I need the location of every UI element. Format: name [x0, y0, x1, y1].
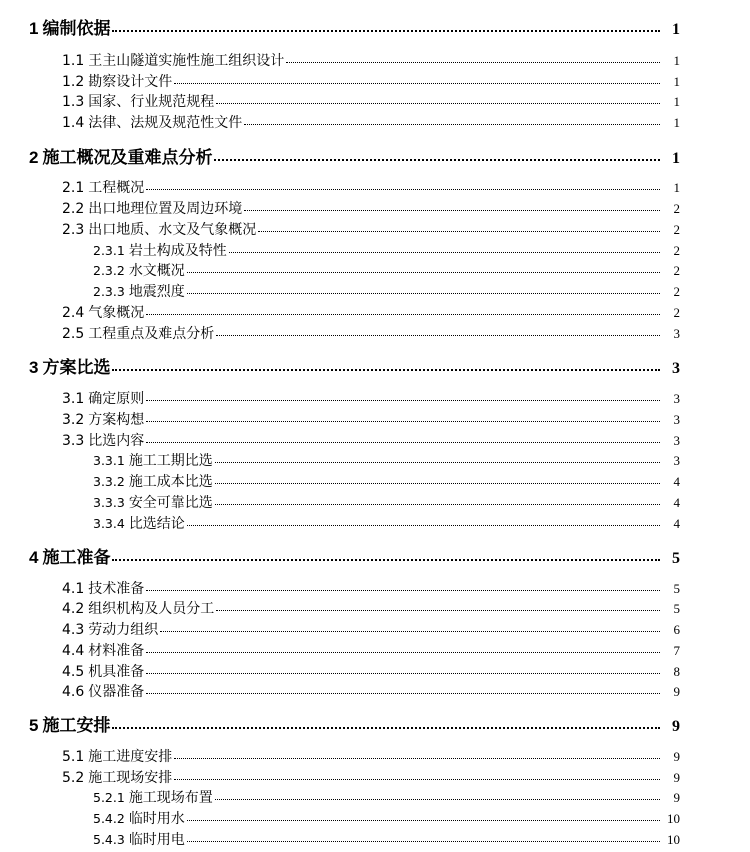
toc-entry-number: 3.3.3 — [93, 495, 125, 510]
toc-entry-number: 3 — [29, 358, 39, 377]
toc-entry-title: 施工工期比选 — [128, 453, 213, 469]
toc-entry-page-number: 3 — [673, 453, 680, 468]
toc-entry-number: 3.3 — [62, 433, 85, 449]
toc-dot-leader — [146, 421, 660, 422]
toc-entry-title: 施工现场布置 — [128, 790, 213, 806]
toc-entry-level2[interactable] — [62, 112, 680, 132]
toc-dot-leader — [244, 210, 660, 211]
toc-entry-level2[interactable] — [62, 323, 680, 343]
toc-entry-title: 劳动力组织 — [88, 622, 159, 638]
toc-entry-number: 5.4.2 — [93, 811, 125, 826]
toc-entry-level3[interactable] — [93, 492, 680, 512]
toc-entry-title: 安全可靠比选 — [128, 495, 213, 511]
toc-entry-page-number: 4 — [673, 516, 680, 531]
toc-entry-number: 1.1 — [62, 53, 85, 69]
toc-entry-page-number: 4 — [673, 474, 680, 489]
toc-entry-level3[interactable] — [93, 281, 680, 301]
toc-entry-number: 2.3 — [62, 222, 85, 238]
toc-entry-number: 2.5 — [62, 326, 85, 342]
toc-entry-page-number: 10 — [667, 832, 680, 847]
toc-entry-number: 5 — [29, 716, 39, 735]
toc-entry-title: 地震烈度 — [128, 284, 185, 300]
toc-dot-leader — [187, 820, 660, 821]
toc-entry-title: 仪器准备 — [88, 684, 145, 700]
toc-entry-title: 施工成本比选 — [128, 474, 213, 490]
toc-dot-leader — [187, 841, 660, 842]
toc-entry-title: 方案比选 — [42, 358, 111, 377]
toc-entry-number: 1.3 — [62, 94, 85, 110]
toc-entry-level2[interactable] — [62, 177, 680, 197]
toc-entry-level2[interactable] — [62, 767, 680, 787]
toc-entry-page-number: 1 — [673, 180, 680, 195]
toc-entry-level2[interactable] — [62, 661, 680, 681]
toc-dot-leader — [146, 673, 660, 674]
toc-entry-title: 组织机构及人员分工 — [88, 601, 215, 617]
toc-entry-title: 临时用电 — [128, 832, 185, 848]
toc-dot-leader — [112, 369, 660, 371]
toc-dot-leader — [112, 559, 660, 561]
toc-entry-title: 国家、行业规范规程 — [88, 94, 215, 110]
toc-entry-page-number: 3 — [673, 391, 680, 406]
toc-entry-title: 工程概况 — [88, 180, 145, 196]
toc-entry-level2[interactable] — [62, 198, 680, 218]
toc-entry-number: 5.2.1 — [93, 790, 125, 805]
toc-entry-level1[interactable] — [29, 143, 680, 168]
toc-dot-leader — [146, 314, 660, 315]
toc-dot-leader — [216, 103, 660, 104]
toc-entry-page-number: 1 — [673, 53, 680, 68]
toc-entry-number: 2.1 — [62, 180, 85, 196]
toc-entry-title: 施工准备 — [42, 548, 111, 567]
toc-entry-title: 岩土构成及特性 — [128, 243, 227, 259]
toc-entry-title: 工程重点及难点分析 — [88, 326, 215, 342]
toc-entry-level1[interactable] — [29, 14, 680, 39]
toc-entry-number: 3.3.4 — [93, 516, 125, 531]
toc-entry-page-number: 3 — [673, 433, 680, 448]
toc-entry-number: 1 — [29, 19, 39, 38]
toc-entry-number: 4.5 — [62, 664, 85, 680]
toc-entry-level3[interactable] — [93, 808, 680, 828]
toc-dot-leader — [146, 590, 660, 591]
toc-entry-page-number: 3 — [673, 412, 680, 427]
toc-entry-title: 施工概况及重难点分析 — [42, 148, 213, 167]
toc-dot-leader — [187, 272, 660, 273]
toc-dot-leader — [174, 758, 660, 759]
toc-entry-page-number: 1 — [673, 94, 680, 109]
toc-entry-level2[interactable] — [62, 50, 680, 70]
toc-entry-level2[interactable] — [62, 619, 680, 639]
toc-entry-level3[interactable] — [93, 450, 680, 470]
toc-dot-leader — [215, 504, 660, 505]
toc-entry-page-number: 9 — [673, 790, 680, 805]
toc-entry-number: 4 — [29, 548, 39, 567]
toc-entry-page-number: 1 — [673, 115, 680, 130]
toc-entry-page-number: 2 — [673, 201, 680, 216]
toc-entry-page-number: 5 — [673, 581, 680, 596]
toc-entry-number: 3.2 — [62, 412, 85, 428]
toc-entry-title: 临时用水 — [128, 811, 185, 827]
toc-entry-page-number: 9 — [673, 749, 680, 764]
toc-entry-level2[interactable] — [62, 388, 680, 408]
toc-entry-page-number: 3 — [673, 326, 680, 341]
toc-entry-level2[interactable] — [62, 91, 680, 111]
toc-entry-title: 材料准备 — [88, 643, 145, 659]
toc-entry-page-number: 10 — [667, 811, 680, 826]
toc-dot-leader — [214, 159, 660, 161]
toc-entry-title: 出口地理位置及周边环境 — [88, 201, 243, 217]
toc-entry-number: 3.3.2 — [93, 474, 125, 489]
toc-dot-leader — [112, 727, 660, 729]
toc-entry-title: 技术准备 — [88, 581, 145, 597]
toc-entry-page-number: 2 — [673, 243, 680, 258]
toc-entry-page-number: 7 — [673, 643, 680, 658]
toc-entry-title: 出口地质、水文及气象概况 — [88, 222, 257, 238]
toc-entry-number: 1.2 — [62, 74, 85, 90]
toc-entry-level2[interactable] — [62, 598, 680, 618]
toc-entry-level3[interactable] — [93, 260, 680, 280]
toc-entry-number: 4.2 — [62, 601, 85, 617]
toc-dot-leader — [244, 124, 660, 125]
toc-entry-title: 水文概况 — [128, 263, 185, 279]
toc-entry-title: 方案构想 — [88, 412, 145, 428]
toc-entry-title: 施工进度安排 — [88, 749, 173, 765]
toc-entry-page-number: 9 — [673, 770, 680, 785]
toc-entry-page-number: 2 — [673, 305, 680, 320]
toc-dot-leader — [146, 442, 660, 443]
toc-dot-leader — [146, 189, 660, 190]
toc-dot-leader — [146, 652, 660, 653]
toc-entry-level2[interactable] — [62, 578, 680, 598]
toc-entry-page-number: 2 — [673, 263, 680, 278]
toc-entry-page-number: 9 — [673, 684, 680, 699]
toc-entry-level3[interactable] — [93, 829, 680, 849]
toc-dot-leader — [216, 335, 660, 336]
toc-dot-leader — [216, 610, 660, 611]
toc-entry-number: 2.3.2 — [93, 263, 125, 278]
toc-entry-page-number: 5 — [673, 601, 680, 616]
toc-entry-number: 1.4 — [62, 115, 85, 131]
toc-dot-leader — [146, 693, 660, 694]
toc-entry-level2[interactable] — [62, 430, 680, 450]
toc-dot-leader — [229, 252, 660, 253]
toc-entry-page-number: 2 — [673, 284, 680, 299]
toc-entry-title: 气象概况 — [88, 305, 145, 321]
toc-entry-page-number: 2 — [673, 222, 680, 237]
toc-entry-level2[interactable] — [62, 219, 680, 239]
toc-entry-level2[interactable] — [62, 71, 680, 91]
toc-entry-number: 2.2 — [62, 201, 85, 217]
toc-dot-leader — [174, 83, 660, 84]
toc-entry-number: 2.3.1 — [93, 243, 125, 258]
toc-entry-title: 编制依据 — [42, 19, 111, 38]
toc-entry-level3[interactable] — [93, 240, 680, 260]
toc-entry-page-number: 1 — [672, 150, 680, 167]
toc-entry-title: 法律、法规及规范性文件 — [88, 115, 243, 131]
toc-dot-leader — [112, 30, 660, 32]
toc-entry-page-number: 5 — [672, 550, 680, 567]
toc-dot-leader — [174, 779, 660, 780]
toc-dot-leader — [258, 231, 660, 232]
toc-dot-leader — [187, 293, 660, 294]
toc-entry-page-number: 1 — [673, 74, 680, 89]
toc-entry-title: 机具准备 — [88, 664, 145, 680]
toc-entry-number: 2.4 — [62, 305, 85, 321]
toc-entry-number: 4.4 — [62, 643, 85, 659]
toc-entry-number: 4.6 — [62, 684, 85, 700]
toc-entry-title: 比选内容 — [88, 433, 145, 449]
toc-dot-leader — [215, 483, 660, 484]
toc-entry-page-number: 1 — [672, 21, 680, 38]
toc-entry-page-number: 9 — [672, 718, 680, 735]
toc-entry-level1[interactable] — [29, 353, 680, 378]
toc-entry-level2[interactable] — [62, 681, 680, 701]
toc-entry-title: 勘察设计文件 — [88, 74, 173, 90]
toc-entry-level2[interactable] — [62, 746, 680, 766]
toc-dot-leader — [286, 62, 660, 63]
toc-dot-leader — [215, 799, 660, 800]
toc-dot-leader — [146, 400, 660, 401]
toc-dot-leader — [215, 462, 660, 463]
toc-entry-number: 4.1 — [62, 581, 85, 597]
toc-entry-page-number: 4 — [673, 495, 680, 510]
toc-entry-level3[interactable] — [93, 787, 680, 807]
toc-entry-title: 施工安排 — [42, 716, 111, 735]
toc-entry-title: 确定原则 — [88, 391, 145, 407]
toc-entry-number: 4.3 — [62, 622, 85, 638]
toc-entry-number: 2.3.3 — [93, 284, 125, 299]
toc-entry-level2[interactable] — [62, 302, 680, 322]
toc-entry-number: 3.3.1 — [93, 453, 125, 468]
toc-dot-leader — [187, 525, 660, 526]
toc-entry-number: 5.1 — [62, 749, 85, 765]
toc-entry-level1[interactable] — [29, 711, 680, 736]
toc-entry-page-number: 3 — [672, 360, 680, 377]
toc-entry-page-number: 6 — [673, 622, 680, 637]
toc-entry-level2[interactable] — [62, 409, 680, 429]
toc-entry-level2[interactable] — [62, 640, 680, 660]
toc-entry-number: 5.2 — [62, 770, 85, 786]
toc-entry-title: 王主山隧道实施性施工组织设计 — [88, 53, 285, 69]
toc-entry-level3[interactable] — [93, 471, 680, 491]
toc-entry-title: 比选结论 — [128, 516, 185, 532]
toc-entry-title: 施工现场安排 — [88, 770, 173, 786]
toc-entry-number: 2 — [29, 148, 39, 167]
toc-entry-page-number: 8 — [673, 664, 680, 679]
toc-entry-level1[interactable] — [29, 543, 680, 568]
toc-entry-number: 3.1 — [62, 391, 85, 407]
toc-entry-level3[interactable] — [93, 513, 680, 533]
toc-dot-leader — [160, 631, 660, 632]
toc-entry-number: 5.4.3 — [93, 832, 125, 847]
